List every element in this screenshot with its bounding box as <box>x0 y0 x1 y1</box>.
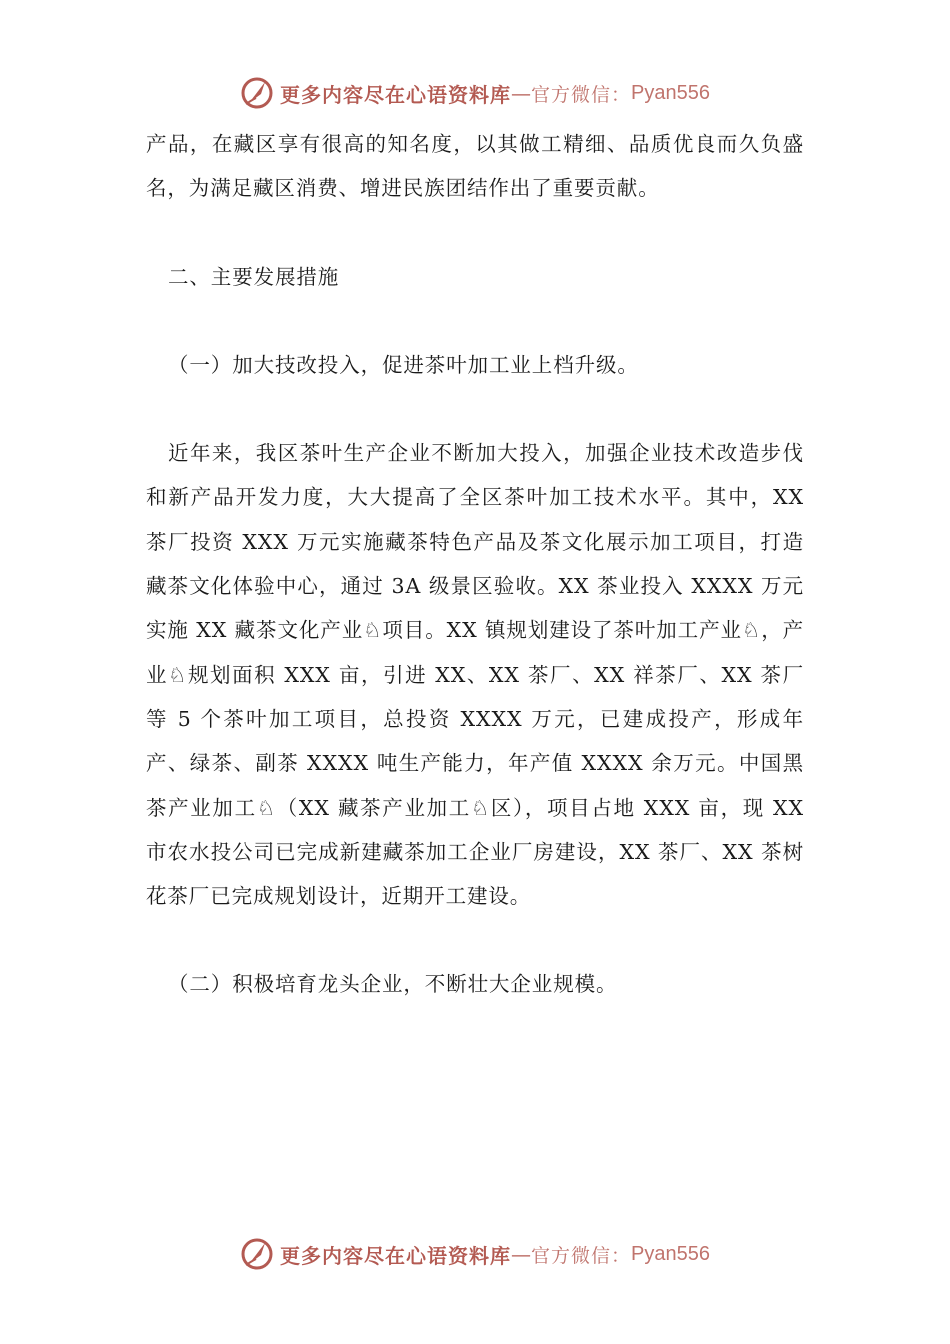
document-body <box>146 122 804 1007</box>
watermark-wechat-id: Pyan556 <box>631 81 710 104</box>
header-watermark <box>0 73 950 113</box>
watermark-wechat-id: Pyan556 <box>631 1242 710 1265</box>
watermark-wechat-label: 官方微信： <box>531 1244 632 1267</box>
subsection-heading-2: （二）积极培育龙头企业，不断壮大企业规模。 <box>168 972 618 997</box>
footer-watermark <box>0 1234 950 1274</box>
watermark-brand: 更多内容尽在心语资料库 <box>280 82 511 107</box>
watermark-brand: 更多内容尽在心语资料库 <box>280 1243 511 1268</box>
paragraph-body: 近年来，我区茶叶生产企业不断加大投入，加强企业技术改造步伐和新产品开发力度，大大提高了全区茶叶加工技术水平。其中，XX 茶厂投资 XXX 万元实施藏茶特色产品及茶文化展示加工项目，打造藏茶文化体验中心，通过 3A 级景区验收。XX 茶业投入 XXXX 万元实施 XX 藏茶文化产业♘项目。XX 镇规划建设了茶叶加工产业♘，产业♘规划面积 XXX 亩，引进 XX、XX 茶厂、XX 祥茶厂、XX 茶厂等 5 个茶叶加工项目，总投资 XXXX 万元，已建成投产，形成年产、绿茶、副茶 XXXX 吨生产能力，年产值 XXXX 余万元。中国黑茶产业加工♘（XX 藏茶产业加工♘区），项目占地 XXX 亩，现 XX 市农水投公司已完成新建藏茶加工企业厂房建设，XX 茶厂、XX 茶树花茶厂已完成规划设计，近期开工建设。 <box>146 441 804 909</box>
paragraph-intro: 产品，在藏区享有很高的知名度，以其做工精细、品质优良而久负盛名，为满足藏区消费、增进民族团结作出了重要贡献。 <box>146 132 804 201</box>
quill-circle-icon <box>240 76 274 110</box>
section-heading: 二、主要发展措施 <box>168 264 340 289</box>
quill-circle-icon <box>240 1237 274 1271</box>
subsection-heading-1: （一）加大技改投入，促进茶叶加工业上档升级。 <box>168 352 639 377</box>
watermark-dash: — <box>511 1242 531 1266</box>
watermark-wechat-label: 官方微信： <box>531 83 632 106</box>
watermark-dash: — <box>511 81 531 105</box>
